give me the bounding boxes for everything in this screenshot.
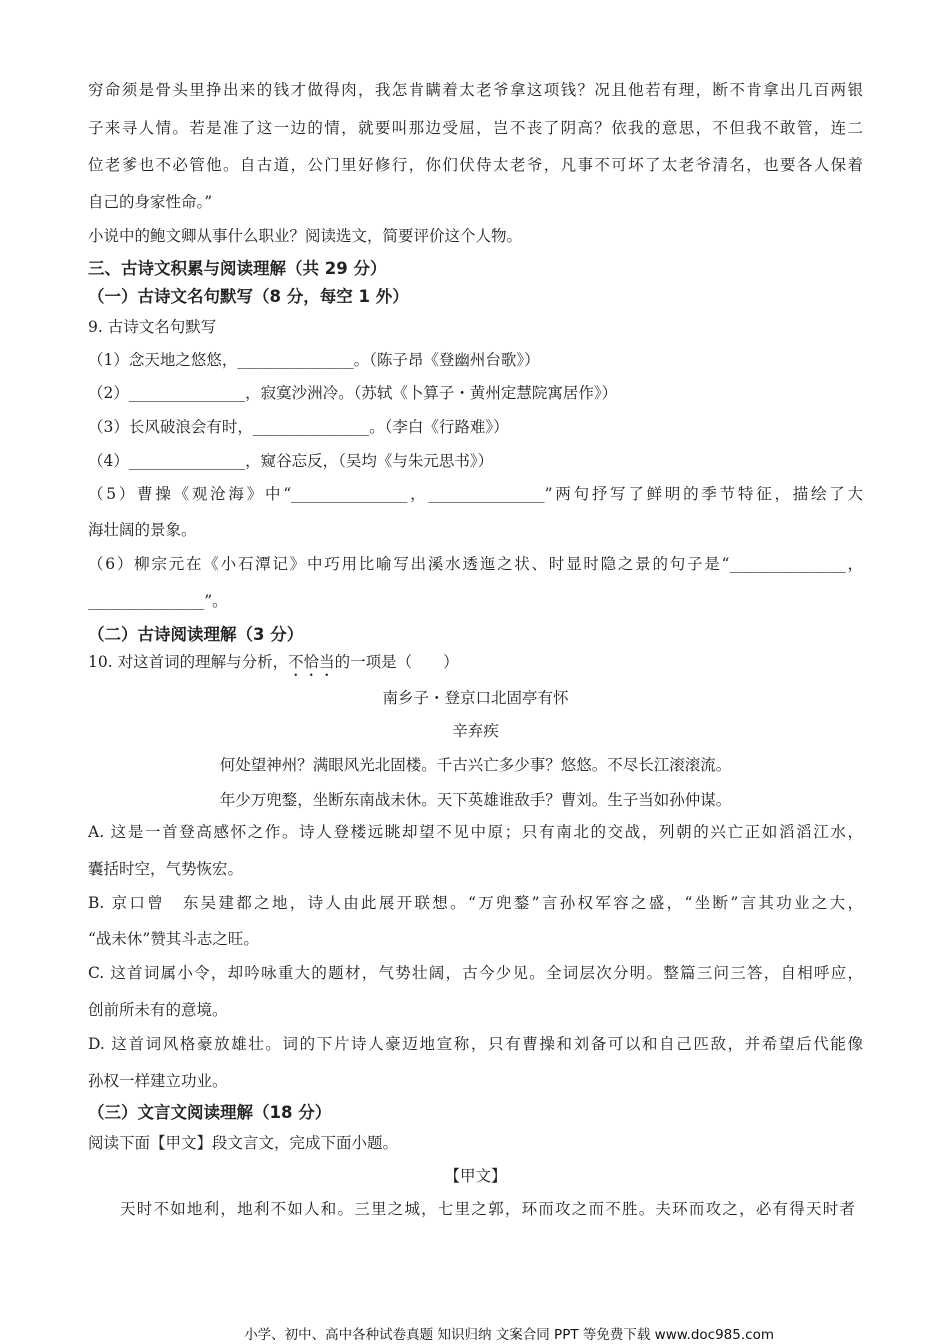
q10-prefix: 10. 对这首词的理解与分析， [88,653,289,671]
q10-emphasis: 不恰当 [288,653,335,671]
poem-title: 南乡子・登京口北固亭有怀 [382,689,569,707]
jia-title: 【甲文】 [444,1167,507,1185]
part1-title: （一）古诗文名句默写（8 分，每空 1 外） [88,287,409,306]
novel-line-4: 自己的身家性命。” [88,193,213,211]
jia-line-1: 天时不如地利，地利不如人和。三里之城，七里之郭，环而攻之而不胜。夫环而攻之，必有得天时者 [120,1200,855,1218]
q9-item-5-cont: 海壮阔的景象。 [88,521,197,539]
option-d-cont: 孙权一样建立功业。 [88,1072,228,1090]
q9-item-3: （3）长风破浪会有时，_______________。（李白《行路难》） [88,418,509,436]
option-b-cont: “战未休”赞其斗志之旺。 [88,930,259,948]
poem-line-1: 何处望神州？满眼风光北固楼。千古兴亡多少事？悠悠。不尽长江滚滚流。 [219,756,732,774]
option-c: C. 这首词属小令，却吟咏重大的题材，气势壮阔，古今少见。全词层次分明。整篇三问三答，自相呼应， [88,964,863,982]
q-intro: 阅读下面【甲文】段文言文，完成下面小题。 [88,1134,399,1152]
q9-item-4: （4）_______________，窥谷忘反，（吴均《与朱元思书》） [88,452,494,470]
option-a-cont: 囊括时空，气势恢宏。 [88,860,244,878]
q9-title: 9. 古诗文名句默写 [88,318,217,336]
poem-line-2: 年少万兜鍪，坐断东南战未休。天下英雄谁敌手？曹刘。生子当如孙仲谋。 [219,791,732,809]
novel-line-1: 穷命须是骨头里挣出来的钱才做得肉，我怎肯瞒着太老爷拿这项钱？况且他若有理，断不肯拿出几百两银 [88,81,863,99]
q10-suffix: 的一项是（ ） [334,653,459,671]
poem-author: 辛弃疾 [452,722,499,740]
q9-item-6: （6）柳宗元在《小石潭记》中巧用比喻写出溪水透迤之状、时显时隐之景的句子是“_______________， [88,555,863,573]
q9-item-1: （1）念天地之悠悠，_______________。（陈子昂《登幽州台歌》） [88,351,540,369]
footer-text: 小学、初中、高中各种试卷真题 知识归纳 文案合同 PPT 等免费下载 www.doc985.com [244,1327,774,1343]
option-c-cont: 创前所未有的意境。 [88,1001,228,1019]
option-d: D. 这首词风格豪放雄壮。词的下片诗人豪迈地宣称，只有曹操和刘备可以和自己匹敌，并希望后代能像 [88,1035,863,1053]
novel-question: 小说中的鲍文卿从事什么职业？阅读选文，简要评价这个人物。 [88,227,523,245]
option-a: A. 这是一首登高感怀之作。诗人登楼远眺却望不见中原；只有南北的交战，列朝的兴亡正如滔滔江水， [88,823,863,841]
section-title: 三、古诗文积累与阅读理解（共 29 分） [88,259,387,278]
q10-title [88,651,863,680]
option-b: B. 京口曾 东吴建都之地，诗人由此展开联想。“万兜鍪”言孙权军容之盛，“坐断”言其功业之大， [88,894,863,912]
novel-line-2: 子来寻人情。若是准了这一边的情，就要叫那边受屈，岂不丧了阴高？依我的意思，不但我不敢管，连二 [88,119,863,137]
q9-item-5: （5）曹操《观沧海》中“_______________，_______________”两句抒写了鲜明的季节特征，描绘了大 [88,485,863,503]
novel-line-3: 位老爹也不必管他。自古道，公门里好修行，你们伏侍太老爷，凡事不可坏了太老爷清名，也要各人保着 [88,156,863,174]
q9-item-6-cont: _______________”。 [88,592,228,610]
part2-title: （二）古诗阅读理解（3 分） [88,625,304,644]
part3-title: （三）文言文阅读理解（18 分） [88,1103,332,1122]
q9-item-2: （2）_______________，寂寞沙洲冷。（苏轼《卜算子・黄州定慧院寓居作》） [88,384,618,402]
